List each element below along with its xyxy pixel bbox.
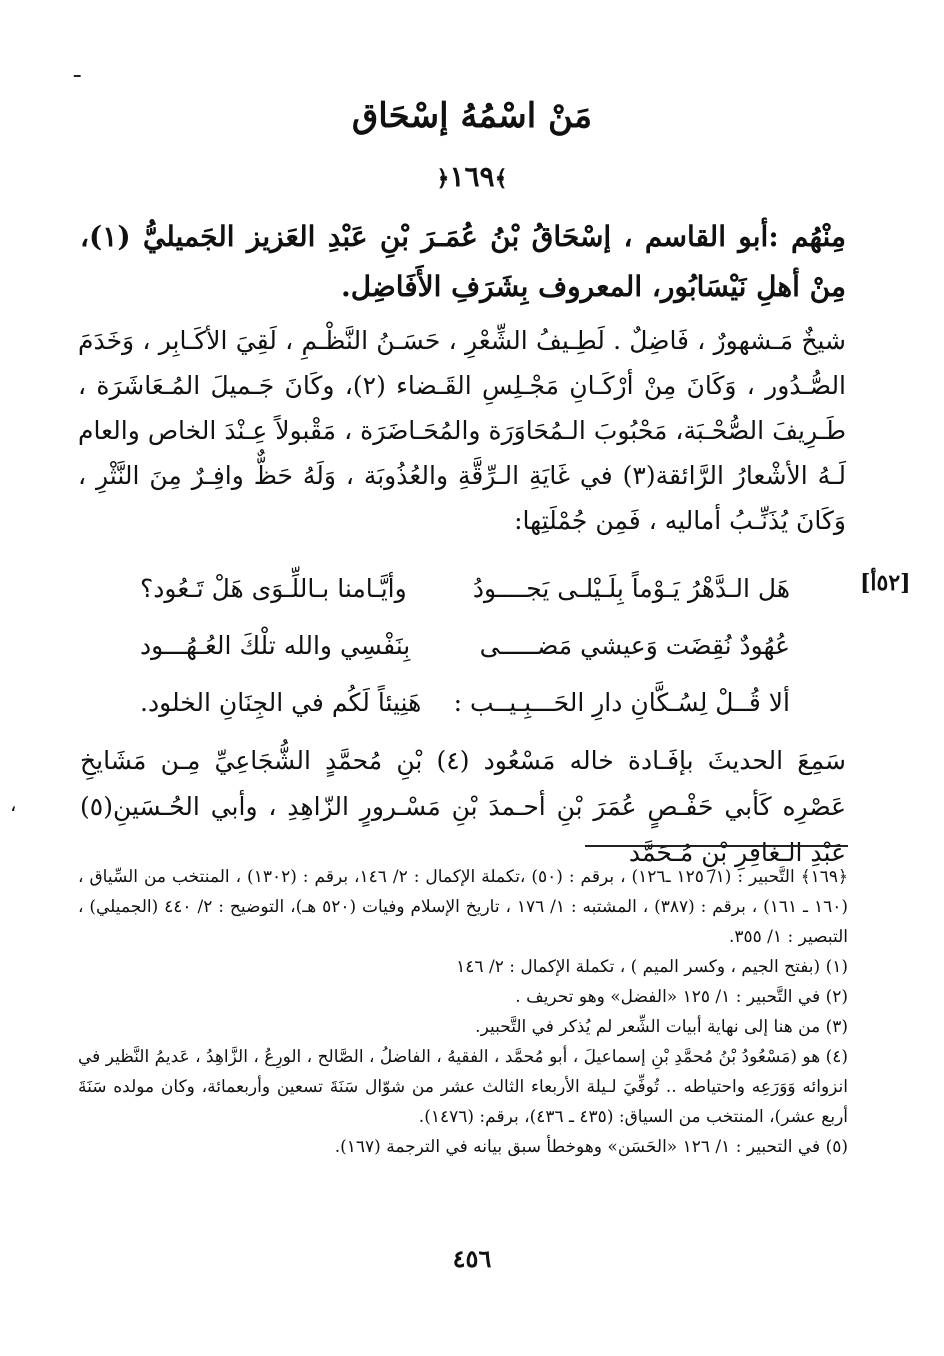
entry-number-value: ١٦٩ [449, 160, 495, 193]
ornament-bracket-icon: ﴿ [436, 165, 450, 192]
manuscript-folio-ref: [٥٢أ] [860, 570, 911, 596]
footnote-2: (٢) في التَّحبير : ١/ ١٢٥ «الفضل» وهو تحريف . [515, 987, 848, 1007]
ornament-bracket-icon: ﴾ [494, 165, 508, 192]
section-title: مَنْ اسْمُهُ إسْحَاق [351, 96, 593, 136]
biography-paragraph: شيخٌ مَـشهورٌ ، فَاضِلٌ . لَطِـيفُ الشِّعْرِ ، حَسَـنُ النَّظْـمِ ، لَقِيَ الأكَـابِر ، وَخَدَمَ الصُّـدُور ، وَكَانَ مِنْ أرْكَـانِ مَجْـلِسِ القَـضاء (٢)، وكَانَ جَـميلَ المُـعَاشَرَة ، طَـرِيفَ الصُّحْـبَة، مَحْبُوبَ الـمُحَاوَرَة والمُحَـاضَرَة ، مَقْبولاً عِـنْدَ الخاص والعام لَـهُ الأشْعارُ الرَّائقة(٣) في غَايَةِ الـرِّقَّةِ والعُذُوبَة ، وَلَهُ حَظٌّ وافِـرٌ مِنَ النَّثْرِ ، وَكَانَ يُذَنِّـبُ أماليه ، فَمِن جُمْلَتِها: [78, 326, 847, 535]
margin-mark: ، [10, 792, 17, 816]
verse-first-hemistich: عُهُودٌ نُقِضَت وَعيشي مَضـــــى [479, 630, 790, 660]
footnote-1: (١) (بفتح الجيم ، وكسر الميم ) ، تكملة الإكمال : ٢/ ١٤٦ [456, 957, 848, 977]
verse-first-hemistich: ألا قُــلْ لِسُـكَّانِ دارِ الحَـــبِـيــب : [453, 687, 790, 717]
entry-number [0, 160, 944, 193]
page-number: ٤٥٦ [452, 1244, 492, 1273]
footnotes [78, 862, 848, 1162]
verse-second-hemistich: هَنِيئاً لَكُم في الجِنَانِ الخلود. [140, 687, 422, 717]
footnote-3: (٣) من هنا إلى نهاية أبيات الشِّعر لم يُذكر في التَّحبير. [475, 1017, 848, 1037]
top-margin-mark: ـ [74, 58, 81, 83]
footnote-sources: ﴿١٦٩﴾ التَّحبير : (١/ ١٢٥ ـ١٢٦) ، برقم : (٥٠) ،تكملة الإكمال : ٢/ ١٤٦، برقم : (١٣٠٢) ، المنتخب من السِّياق ، (١٦٠ ـ ١٦١) ، برقم : (٣٨٧) ، المشتبه : ١/ ١٧٦ ، تاريخ الإسلام وفيات (٥٢٠ هـ)، التوضيح : ٢/ ٤٤٠ (الجميلي) ، التبصير : ١/ ٣٥٥. [78, 867, 848, 947]
poem-verse [140, 568, 790, 608]
footnote-divider [585, 845, 848, 847]
entry-heading: مِنْهُم :أبو القاسم ، إسْحَاقُ بْنُ عُمَـرَ بْنِ عَبْدِ العَزيز الجَميليُّ (١)، مِنْ أهلِ نَيْسَابُور، المعروف بِشَرَفِ الأَفَاضِل. [80, 220, 846, 303]
biography-paragraph-continued: سَمِعَ الحديثَ بإفَـادة خاله مَسْعُود (٤) بْنِ مُحمَّدٍ الشُّجَاعِيِّ مِـن مَشَايخِ عَصْرِه كَأبي حَفْـصٍ عُمَرَ بْنِ أحـمدَ بْنِ مَسْـرورٍ الزّاهِدِ ، وأبي الحُـسَينِ(٥) عَبْدِ الـغافِرِ بْنِ مُـحَمَّد [80, 746, 846, 867]
poem-verse [140, 682, 790, 722]
verse-second-hemistich: وأيَّـامنا بـاللِّـوَى هَلْ تَـعُود؟ [140, 573, 407, 603]
footnote-5: (٥) في التحبير : ١/ ١٢٦ «الحَسَن» وهوخطأ سبق بيانه في الترجمة (١٦٧). [334, 1137, 848, 1157]
verse-second-hemistich: بِنَفْسِي والله تلْكَ العُـهُـــود [140, 630, 411, 660]
poem-verse [140, 625, 790, 665]
verse-first-hemistich: هَل الـدَّهْرُ يَـوْماً بِلَـيْلـى يَجــــودُ [472, 573, 790, 603]
footnote-4: (٤) هو (مَسْعُودُ بْنُ مُحمَّدِ بْنِ إسماعيلَ ، أبو مُحمَّد ، الفقيهُ ، الفاضلُ ، الصَّالح ، الورِعُ ، الزَّاهِدُ ، عَديمُ النَّظير في انزوائه وَوَرَعِه واحتياطه .. تُوفِّيَ لـيلة الأربعاء الثالث عشر من شوّال سَنَةَ تسعين وأربعمائة، وكان مولده سَنَةَ أربع عشر)، المنتخب من السياق: (٤٣٥ ـ ٤٣٦)، برقم: (١٤٧٦). [78, 1047, 848, 1127]
